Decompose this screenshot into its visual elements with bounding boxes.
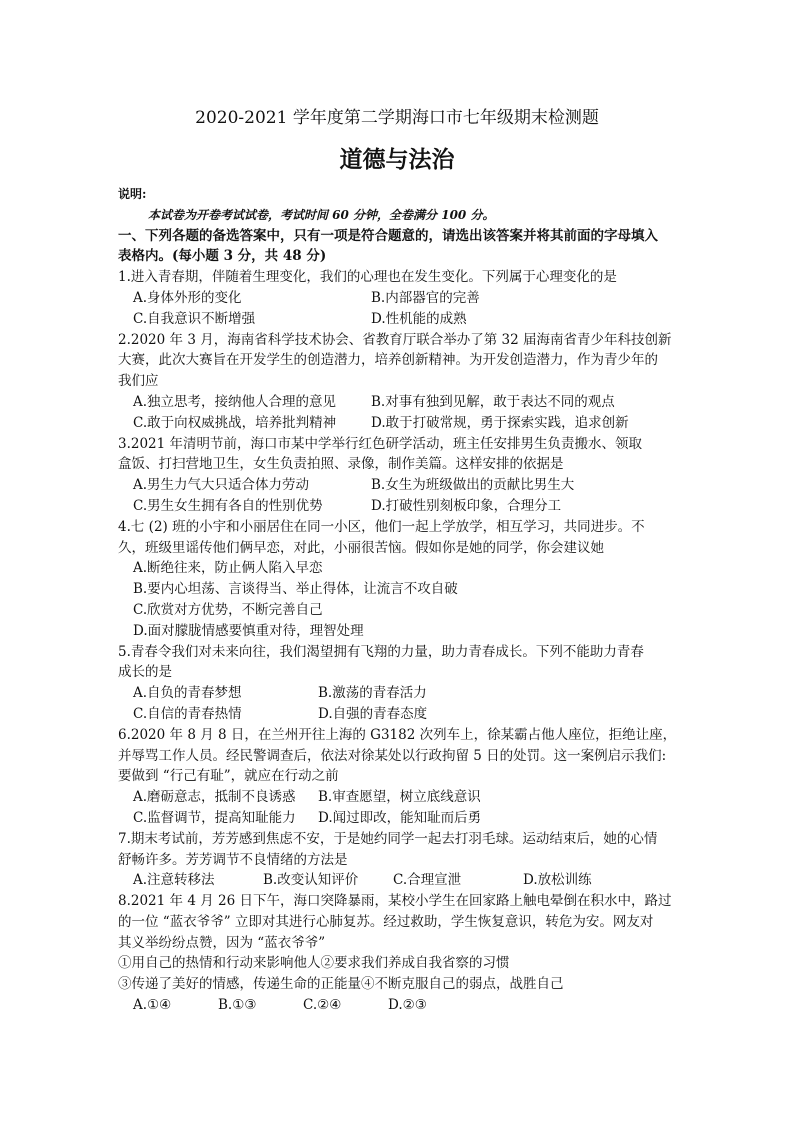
answer-option: C.自信的青春热情 — [133, 705, 242, 722]
question-stem-line: 8.2021 年 4 月 26 日下午，海口突降暴雨，某校小学生在回家路上触电晕倒在积水中，路过 — [118, 893, 672, 910]
answer-option: A.断绝往来，防止俩人陷入早恋 — [133, 560, 323, 577]
answer-option: B.对事有独到见解，敢于表达不同的观点 — [371, 393, 615, 410]
exam-title: 2020-2021 学年度第二学期海口市七年级期末检测题 — [195, 108, 599, 128]
option-row — [118, 475, 684, 496]
option-row — [118, 870, 684, 891]
question-stem-line: 大赛，此次大赛旨在开发学生的创造潜力，培养创新精神。为开发创造潜力，作为青少年的 — [118, 352, 658, 369]
answer-option: D.面对朦胧情感要慎重对待，理智处理 — [133, 622, 364, 639]
notes-text: 本试卷为开卷考试试卷，考试时间 60 分钟，全卷满分 100 分。 — [148, 207, 495, 222]
answer-option: B.①③ — [218, 997, 257, 1014]
question-8 — [118, 891, 684, 1016]
option-row — [118, 683, 684, 704]
question-stem-line: 4.七 (2) 班的小宇和小丽居住在同一小区，他们一起上学放学，相互学习，共同进步。不 — [118, 518, 645, 535]
answer-option: D.敢于打破常规，勇于探索实践，追求创新 — [371, 414, 629, 431]
answer-option: B.女生为班级做出的贡献比男生大 — [371, 477, 575, 494]
answer-option: C.敢于向权威挑战，培养批判精神 — [133, 414, 337, 431]
answer-option: D.自强的青春态度 — [318, 705, 428, 722]
question-4 — [118, 517, 684, 642]
option-row — [118, 496, 684, 517]
question-3 — [118, 434, 684, 517]
answer-option: B.审查愿望，树立底线意识 — [318, 789, 481, 806]
question-stem-line: 我们应 — [118, 373, 159, 390]
answer-option: D.②③ — [388, 997, 427, 1014]
answer-option: C.男生女生拥有各自的性别优势 — [133, 497, 323, 514]
answer-option: B.要内心坦荡、言谈得当、举止得体，让流言不攻自破 — [133, 581, 458, 598]
question-stem-line: 5.青春令我们对未来向往，我们渴望拥有飞翔的力量，助力青春成长。下列不能助力青春 — [118, 643, 644, 660]
answer-option: A.①④ — [133, 997, 172, 1014]
question-stem-line: ③传递了美好的情感，传递生命的正能量④不断克服自己的弱点，战胜自己 — [118, 976, 564, 993]
answer-option: C.合理宣泄 — [393, 872, 462, 889]
option-row — [118, 787, 684, 808]
answer-option: B.内部器官的完善 — [371, 289, 480, 306]
answer-option: C.欣赏对方优势，不断完善自己 — [133, 601, 323, 618]
option-row — [118, 309, 684, 330]
question-stem-line: 3.2021 年清明节前，海口市某中学举行红色研学活动，班主任安排男生负责搬水、领取 — [118, 435, 643, 452]
option-row — [118, 808, 684, 829]
answer-option: A.男生力气大只适合体力劳动 — [133, 477, 310, 494]
option-row — [118, 288, 684, 309]
question-stem-line: 盒饭、打扫营地卫生，女生负责拍照、录像，制作美篇。这样安排的依据是 — [118, 456, 564, 473]
subject-title: 道德与法治 — [339, 146, 455, 173]
question-stem-line: 并辱骂工作人员。经民警调查后，依法对徐某处以行政拘留 5 日的处罚。这一案例启示我们: — [118, 747, 667, 764]
option-row — [118, 392, 684, 413]
answer-option: C.②④ — [303, 997, 342, 1014]
question-stem-line: 其义举纷纷点赞，因为 “蓝衣爷爷” — [118, 934, 326, 951]
answer-option: A.磨砺意志，抵制不良诱惑 — [133, 789, 296, 806]
option-row — [118, 704, 684, 725]
question-list — [118, 267, 684, 1016]
answer-option: D.闻过即改，能知耻而后勇 — [318, 809, 482, 826]
question-6 — [118, 725, 684, 829]
answer-option: B.改变认知评价 — [263, 872, 359, 889]
exam-content — [118, 184, 684, 1016]
question-stem-line: ①用自己的热情和行动来影响他人②要求我们养成自我省察的习惯 — [118, 955, 510, 972]
answer-option: D.打破性别刻板印象，合理分工 — [371, 497, 562, 514]
question-stem-line: 舒畅许多。芳芳调节不良情绪的方法是 — [118, 851, 348, 868]
answer-option: C.自我意识不断增强 — [133, 310, 256, 327]
answer-option: C.监督调节，提高知耻能力 — [133, 809, 296, 826]
section-instruction-line2: 表格内。(每小题 3 分，共 48 分) — [118, 248, 327, 265]
option-row — [118, 413, 684, 434]
question-stem-line: 7.期末考试前，芳芳感到焦虑不安，于是她约同学一起去打羽毛球。运动结束后，她的心情 — [118, 830, 658, 847]
question-stem-line: 久，班级里谣传他们俩早恋，对此，小丽很苦恼。假如你是她的同学，你会建议她 — [118, 539, 604, 556]
question-stem-line: 要做到 “行己有耻”，就应在行动之前 — [118, 768, 339, 785]
answer-option: D.性机能的成熟 — [371, 310, 467, 327]
section-instruction-line1: 一、下列各题的备选答案中，只有一项是符合题意的，请选出该答案并将其前面的字母填入 — [118, 227, 658, 244]
question-stem-line: 6.2020 年 8 月 8 日，在兰州开往上海的 G3182 次列车上，徐某霸占他人座位，拒绝让座， — [118, 726, 677, 743]
question-2 — [118, 330, 684, 434]
answer-option: D.放松训练 — [523, 872, 592, 889]
question-7 — [118, 829, 684, 891]
question-stem-line: 的一位 “蓝衣爷爷” 立即对其进行心肺复苏。经过救助，学生恢复意识，转危为安。网友对 — [118, 913, 654, 930]
question-stem-line: 2.2020 年 3 月，海南省科学技术协会、省教育厅联合举办了第 32 届海南省青少年科技创新 — [118, 331, 672, 348]
question-1 — [118, 267, 684, 329]
answer-option: A.独立思考，接纳他人合理的意见 — [133, 393, 337, 410]
answer-option: B.激荡的青春活力 — [318, 685, 427, 702]
option-row — [118, 995, 684, 1016]
answer-option: A.注意转移法 — [133, 872, 215, 889]
question-stem-line: 成长的是 — [118, 664, 172, 681]
answer-option: A.身体外形的变化 — [133, 289, 242, 306]
question-5 — [118, 642, 684, 725]
answer-option: A.自负的青春梦想 — [133, 685, 242, 702]
question-stem-line: 1.进入青春期，伴随着生理变化，我们的心理也在发生变化。下列属于心理变化的是 — [118, 269, 617, 286]
notes-label: 说明: — [118, 187, 147, 201]
